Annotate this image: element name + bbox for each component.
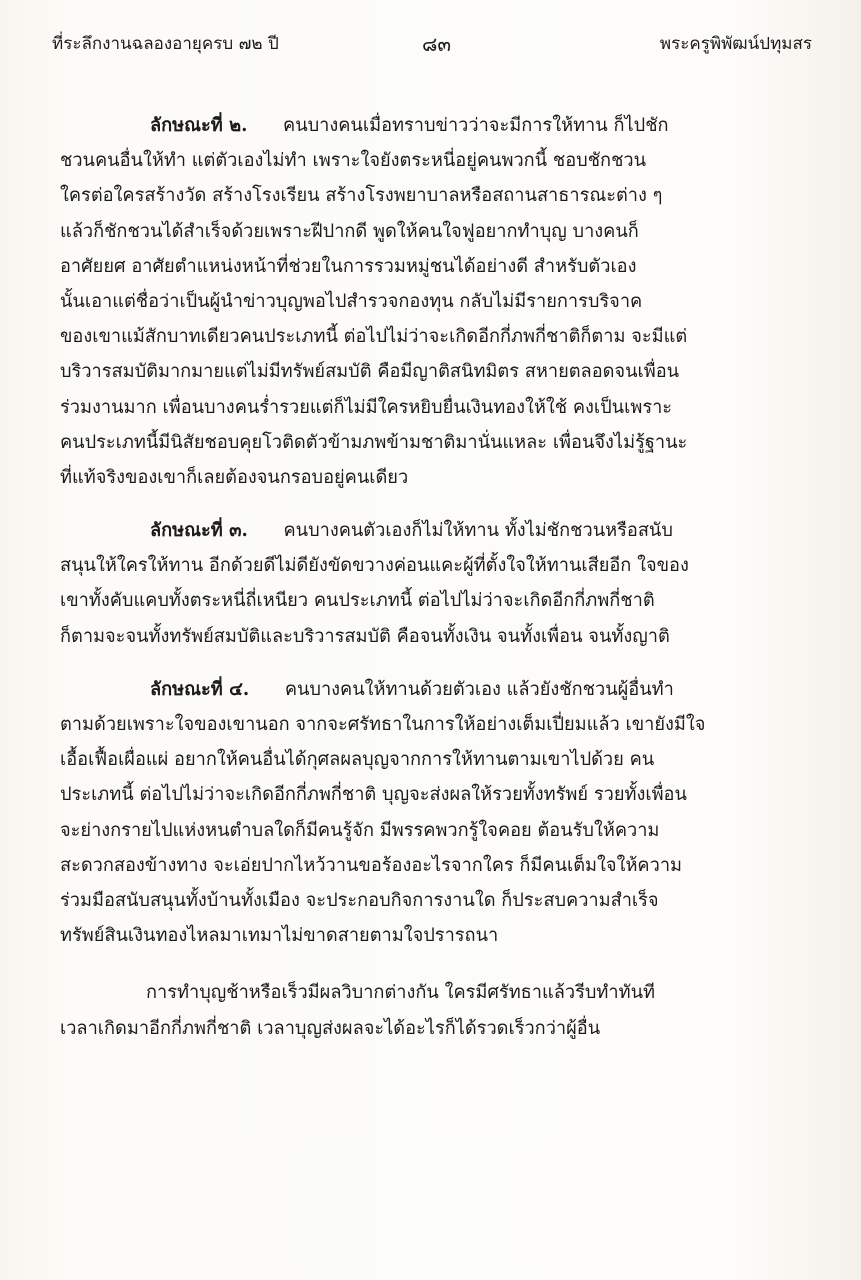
paragraph-line: ใครต่อใครสร้างวัด สร้างโรงเรียน สร้างโรงพยาบาลหรือสถานสาธารณะต่าง ๆ [60, 185, 663, 207]
paragraph-line: จะย่างกรายไปแห่งหนตำบลใดก็มีคนรู้จัก มีพรรคพวกรู้ใจคอย ต้อนรับให้ความ [60, 819, 660, 841]
header-author: พระครูพิพัฒน์ปทุมสร [659, 34, 812, 54]
paragraph-gap [60, 495, 770, 513]
paragraph-line: ของเขาแม้สักบาทเดียวคนประเภทนี้ ต่อไปไม่ว่าจะเกิดอีกกี่ภพกี่ชาติก็ตาม จะมีแต่ [60, 326, 688, 348]
paragraph-line: เอื้อเฟื้อเผื่อแผ่ อยากให้คนอื่นได้กุศลผลบุญจากการให้ทานตามเขาไปด้วย คน [60, 749, 655, 771]
page-number: ๘๓ [422, 32, 452, 56]
paragraph-line: ที่แท้จริงของเขาก็เลยต้องจนกรอบอยู่คนเดียว [60, 466, 409, 488]
paragraph-line: ก็ตามจะจนทั้งทรัพย์สมบัติและบริวารสมบัติ คือจนทั้งเงิน จนทั้งเพื่อน จนทั้งญาติ [60, 625, 670, 647]
paragraph-line: ตามด้วยเพราะใจของเขานอก จากจะศรัทธาในการให้อย่างเต็มเปี่ยมแล้ว เขายังมีใจ [60, 714, 706, 735]
paragraph-line: ชวนคนอื่นให้ทำ แต่ตัวเองไม่ทำ เพราะใจยังตระหนี่อยู่คนพวกนี้ ชอบชักชวน [60, 150, 647, 172]
paragraph-line: คนบางคนตัวเองก็ไม่ให้ทาน ทั้งไม่ชักชวนหรือสนับ [283, 520, 673, 542]
paragraph-line: เขาทั้งคับแคบทั้งตระหนี่ถี่เหนียว คนประเภทนี้ ต่อไปไม่ว่าจะเกิดอีกกี่ภพกี่ชาติ [60, 590, 655, 612]
header-book-title: ที่ระลึกงานฉลองอายุครบ ๗๒ ปี [52, 34, 279, 54]
section-3-first-line [60, 513, 770, 548]
paragraph-line: นั้นเอาแต่ชื่อว่าเป็นผู้นำข่าวบุญพอไปสำรวจกองทุน กลับไม่มีรายการบริจาค [60, 290, 643, 312]
paragraph-line: เวลาเกิดมาอีกกี่ภพกี่ชาติ เวลาบุญส่งผลจะได้อะไรก็ได้รวดเร็วกว่าผู้อื่น [60, 1017, 601, 1039]
section-2-first-line [60, 108, 770, 143]
paragraph-line: อาศัยยศ อาศัยตำแหน่งหน้าที่ช่วยในการรวมหมู่ชนได้อย่างดี สำหรับตัวเอง [60, 255, 637, 277]
paragraph-line: ร่วมมือสนับสนุนทั้งบ้านทั้งเมือง จะประกอบกิจการงานใด ก็ประสบความสำเร็จ [60, 889, 659, 911]
paragraph-line: บริวารสมบัติมากมายแต่ไม่มีทรัพย์สมบัติ คือมีญาติสนิทมิตร สหายตลอดจนเพื่อน [60, 361, 680, 383]
paragraph-line: การทำบุญช้าหรือเร็วมีผลวิบากต่างกัน ใครมีศรัทธาแล้วรีบทำทันที [146, 982, 656, 1004]
section-3-heading: ลักษณะที่ ๓. [150, 520, 248, 542]
running-header [52, 30, 812, 60]
paragraph-line: ร่วมงานมาก เพื่อนบางคนร่ำรวยแต่ก็ไม่มีใครหยิบยื่นเงินทองให้ใช้ คงเป็นเพราะ [60, 396, 673, 418]
section-4-first-line [60, 672, 770, 707]
paragraph-line: สนุนให้ใครให้ทาน อีกด้วยดีไม่ดียังขัดขวางค่อนแคะผู้ที่ตั้งใจให้ทานเสียอีก ใจของ [60, 555, 689, 577]
section-2-heading: ลักษณะที่ ๒. [150, 115, 248, 136]
paragraph-line: ทรัพย์สินเงินทองไหลมาเทมาไม่ขาดสายตามใจปรารถนา [60, 925, 499, 947]
paragraph-gap [60, 953, 770, 975]
paragraph-line: คนบางคนให้ทานด้วยตัวเอง แล้วยังชักชวนผู้อื่นทำ [284, 678, 674, 700]
paragraph-line: ประเภทนี้ ต่อไปไม่ว่าจะเกิดอีกกี่ภพกี่ชาติ บุญจะส่งผลให้รวยทั้งทรัพย์ รวยทั้งเพื่อน [60, 784, 687, 806]
section-4-heading: ลักษณะที่ ๔. [150, 678, 250, 700]
paragraph-line: คนบางคนเมื่อทราบข่าวว่าจะมีการให้ทาน ก็ไปชัก [283, 115, 669, 136]
body-text [60, 108, 770, 1046]
paragraph-line: สะดวกสองข้างทาง จะเอ่ยปากไหว้วานขอร้องอะไรจากใคร ก็มีคนเต็มใจให้ความ [60, 854, 683, 876]
paragraph-gap [60, 654, 770, 672]
paragraph-line: คนประเภทนี้มีนิสัยชอบคุยโวติดตัวข้ามภพข้ามชาติมานั่นแหละ เพื่อนจึงไม่รู้ฐานะ [60, 431, 688, 453]
paragraph-line: แล้วก็ชักชวนได้สำเร็จด้วยเพราะฝีปากดี พูดให้คนใจฟูอยากทำบุญ บางคนก็ [60, 220, 639, 242]
